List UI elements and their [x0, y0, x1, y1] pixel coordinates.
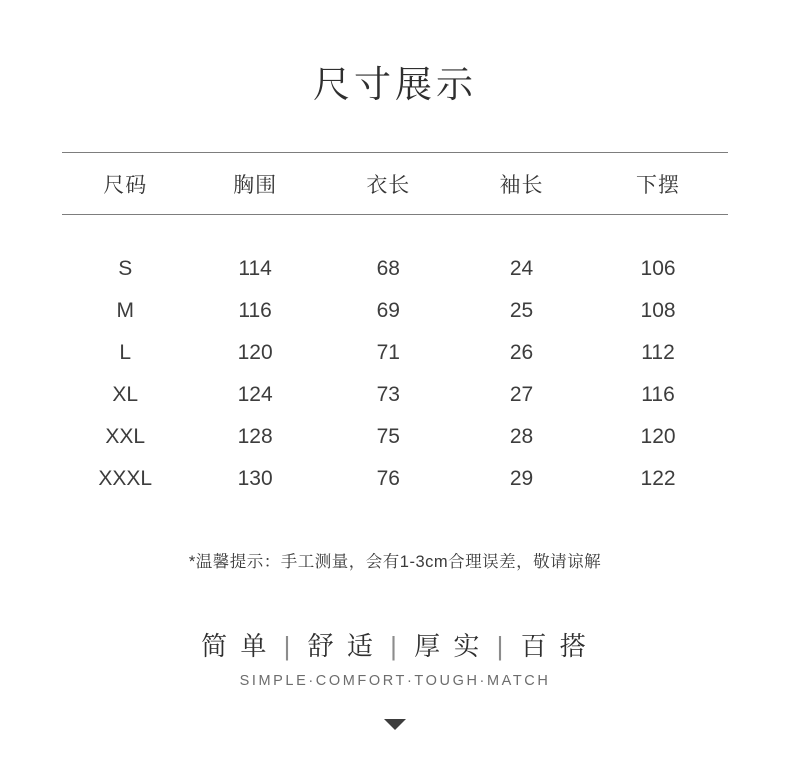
- column-header-size: 尺码: [103, 174, 148, 197]
- table-body: [62, 215, 728, 501]
- cell-length: 73: [376, 383, 400, 406]
- slogan: [0, 626, 790, 663]
- table-header: [62, 153, 728, 215]
- table-row: [62, 416, 728, 458]
- cell-length: 71: [376, 341, 400, 364]
- cell-hem: 120: [640, 425, 676, 448]
- measurement-note: *温馨提示：手工测量，会有1-3cm合理误差，敬请谅解: [188, 553, 602, 571]
- cell-length: 69: [376, 299, 400, 322]
- slogan-separator: |: [283, 631, 294, 661]
- column-header-bust: 胸围: [233, 174, 278, 197]
- cell-bust: 114: [238, 257, 272, 280]
- cell-sleeve: 26: [509, 341, 534, 364]
- cell-sleeve: 29: [509, 467, 534, 490]
- cell-size: L: [119, 341, 132, 364]
- cell-sleeve: 28: [509, 425, 534, 448]
- cell-bust: 130: [237, 467, 273, 490]
- cell-hem: 112: [641, 341, 675, 364]
- cell-size: XXXL: [98, 467, 153, 490]
- cell-size: XXL: [105, 425, 146, 448]
- table-row: [62, 332, 728, 374]
- slogan-separator: |: [390, 631, 400, 661]
- slogan-part-match: 百 搭: [520, 631, 589, 661]
- slogan-part-comfort: 舒 适: [307, 631, 376, 661]
- cell-bust: 120: [237, 341, 273, 364]
- column-header-sleeve: 袖长: [499, 174, 544, 197]
- cell-sleeve: 27: [509, 383, 534, 406]
- size-table: [62, 152, 728, 500]
- size-table-container: [62, 152, 728, 500]
- down-arrow-icon: [384, 719, 406, 730]
- cell-hem: 106: [640, 257, 676, 280]
- cell-hem: 116: [641, 383, 675, 406]
- table-row: [62, 215, 728, 291]
- cell-size: S: [118, 257, 133, 280]
- cell-length: 76: [376, 467, 400, 490]
- table-row: [62, 290, 728, 332]
- cell-size: XL: [112, 383, 139, 406]
- page-title: 尺寸展示: [313, 64, 477, 105]
- cell-length: 75: [376, 425, 400, 448]
- slogan-part-tough: 厚 实: [414, 631, 483, 661]
- cell-bust: 128: [237, 425, 273, 448]
- column-header-hem: 下摆: [636, 174, 681, 197]
- slogan-separator: |: [496, 631, 507, 661]
- scroll-down-indicator: [0, 717, 790, 735]
- table-row: [62, 458, 728, 500]
- cell-sleeve: 25: [509, 299, 534, 322]
- slogan-english: SIMPLE·COMFORT·TOUGH·MATCH: [239, 673, 551, 689]
- cell-hem: 108: [640, 299, 676, 322]
- table-row: [62, 374, 728, 416]
- cell-sleeve: 24: [509, 257, 534, 280]
- column-header-length: 衣长: [366, 174, 411, 197]
- cell-hem: 122: [640, 467, 676, 490]
- cell-bust: 124: [237, 383, 273, 406]
- cell-bust: 116: [238, 299, 272, 322]
- cell-size: M: [116, 299, 135, 322]
- table-header-row: [62, 153, 728, 215]
- slogan-part-simple: 简 单: [201, 631, 270, 661]
- cell-length: 68: [376, 257, 400, 280]
